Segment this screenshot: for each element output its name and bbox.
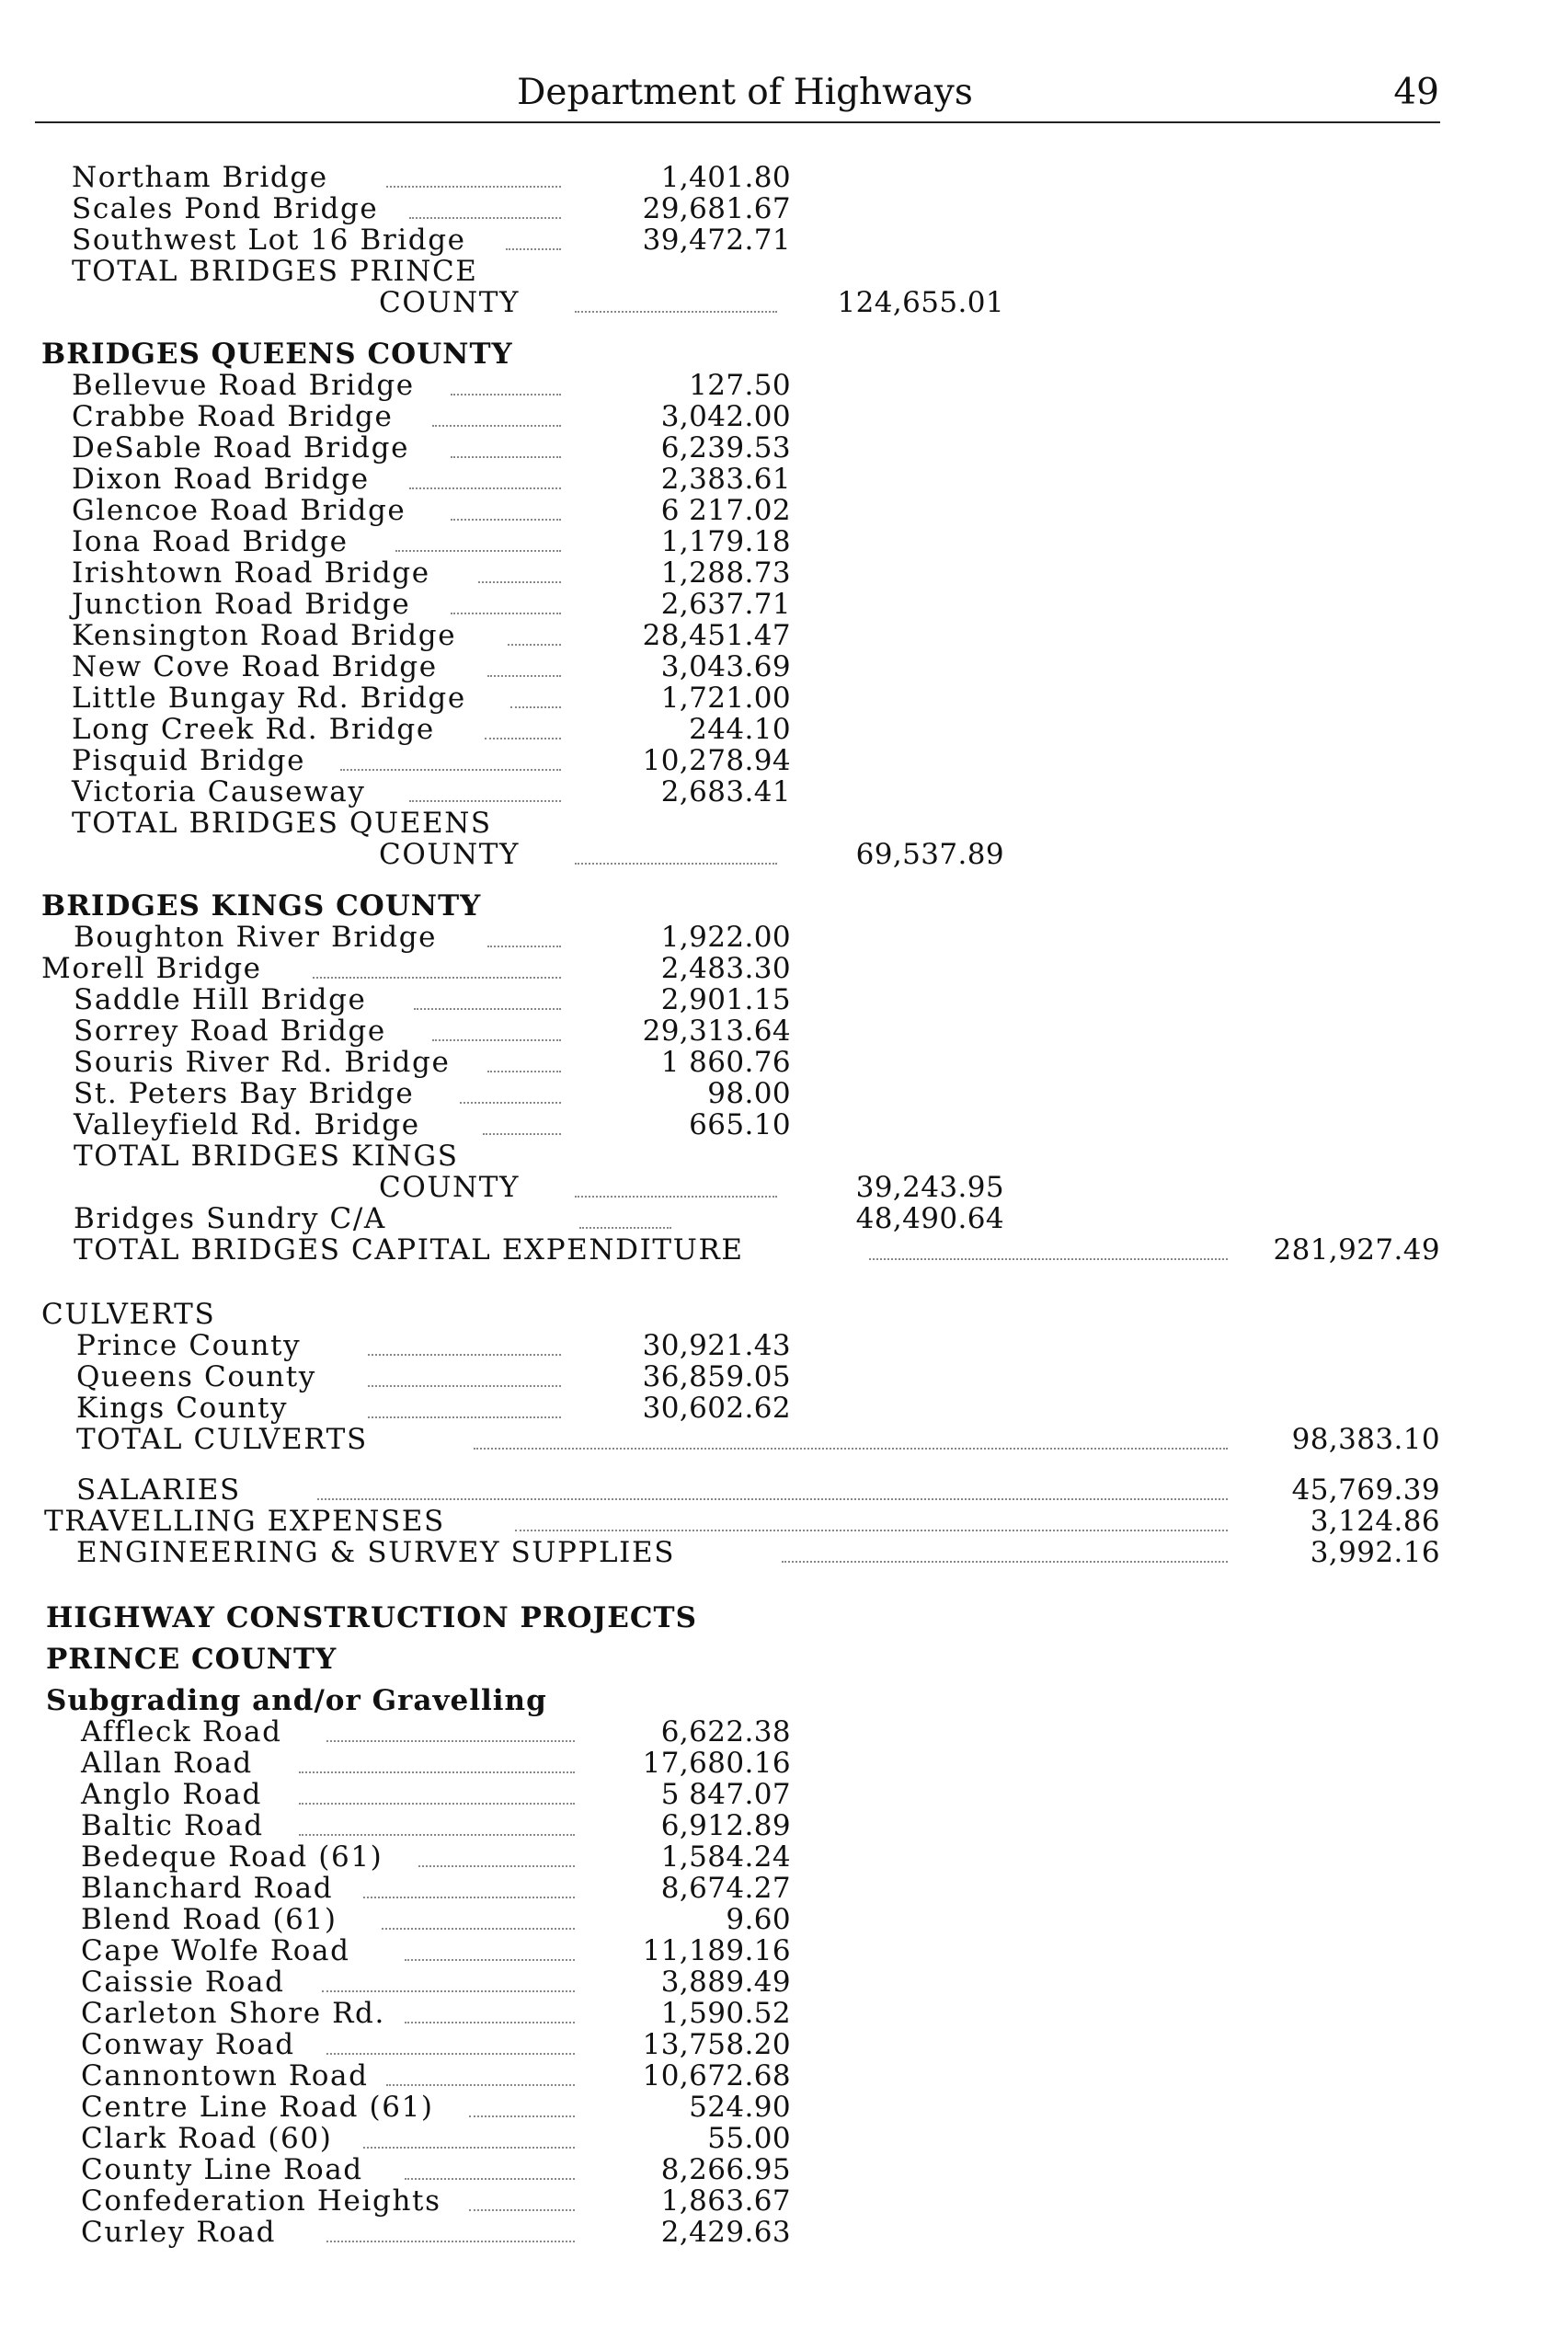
amount-item: 98.00 [707,1077,791,1110]
dot-leader [326,1740,575,1742]
amount-item: 39,472.71 [642,224,791,257]
amount-item: 2,683.41 [660,775,791,808]
ledger-row [0,432,1568,464]
dot-leader [409,487,561,489]
ledger-row [0,2123,1568,2154]
amount-item: 30,602.62 [642,1392,791,1425]
amount-item: 8,266.95 [660,2153,791,2186]
row-label: Kings County [76,1392,289,1425]
amount-item: 6,239.53 [660,431,791,464]
amount-item: 5 847.07 [660,1778,791,1811]
dot-leader [299,1834,575,1836]
dot-leader [451,613,561,614]
dot-leader [405,2022,575,2023]
amount-item: 28,451.47 [642,619,791,652]
dot-leader [395,550,561,552]
ledger-row [0,1424,1568,1455]
ledger-row [0,1474,1568,1506]
dot-leader [382,1928,575,1930]
dot-leader [414,1008,561,1010]
ledger-row [0,1506,1568,1537]
dot-leader [487,1071,561,1072]
dot-leader [575,311,777,313]
row-label: Victoria Causeway [72,775,366,808]
section-heading [0,1602,1568,1634]
dot-leader [451,519,561,521]
amount-item: 3,042.00 [660,400,791,433]
row-label: St. Peters Bay Bridge [74,1077,415,1110]
amount-item: 1,584.24 [660,1840,791,1874]
dot-leader [386,2084,575,2086]
row-label: Pisquid Bridge [72,744,306,777]
row-label: Bridges Sundry C/A [74,1202,386,1235]
amount-subtotal: 48,490.64 [855,1202,1004,1235]
section-heading [0,256,1568,287]
ledger-row [0,1078,1568,1109]
amount-item: 1,590.52 [660,1997,791,2030]
amount-item: 1,922.00 [660,921,791,954]
amount-item: 30,921.43 [642,1329,791,1362]
dot-leader [409,217,561,219]
ledger-row [0,682,1568,714]
dot-leader [340,769,561,771]
amount-item: 127.50 [689,369,791,402]
amount-item: 13,758.20 [642,2028,791,2061]
row-label: Blend Road (61) [81,1903,338,1936]
dot-leader [485,738,561,739]
ledger-row [0,193,1568,224]
ledger-row [0,2092,1568,2123]
amount-total: 3,992.16 [1310,1536,1440,1569]
amount-item: 10,672.68 [642,2059,791,2092]
dot-leader [432,1039,561,1041]
dot-leader [869,1258,1228,1260]
dot-leader [575,1196,777,1198]
ledger-row [0,1234,1568,1266]
amount-item: 3,043.69 [660,650,791,683]
row-label: ENGINEERING & SURVEY SUPPLIES [76,1536,676,1569]
row-label: BRIDGES KINGS COUNTY [41,889,482,923]
amount-item: 6,622.38 [660,1715,791,1748]
dot-leader [368,1416,561,1418]
ledger-row [0,557,1568,589]
dot-leader [313,977,561,979]
row-label: New Cove Road Bridge [72,650,438,683]
amount-item: 665.10 [689,1108,791,1141]
ledger-row [0,1015,1568,1047]
row-label: Souris River Rd. Bridge [74,1046,451,1079]
section-heading [0,1299,1568,1330]
row-label: Bellevue Road Bridge [72,369,415,402]
dot-leader [515,1530,1228,1531]
amount-item: 6 217.02 [660,494,791,527]
ledger-row [0,2185,1568,2217]
row-label: TOTAL BRIDGES CAPITAL EXPENDITURE [74,1233,744,1267]
row-label: TOTAL BRIDGES KINGS [74,1140,459,1173]
amount-total: 281,927.49 [1273,1233,1440,1267]
dot-leader [326,2053,575,2055]
row-label: Dixon Road Bridge [72,463,370,496]
amount-item: 9.60 [726,1903,791,1936]
row-label: DeSable Road Bridge [72,431,410,464]
row-label: Bedeque Road (61) [81,1840,383,1874]
row-label: TRAVELLING EXPENSES [44,1505,445,1538]
row-label: Affleck Road [81,1715,282,1748]
amount-subtotal: 69,537.89 [855,838,1004,871]
ledger-row [0,464,1568,495]
row-label: Glencoe Road Bridge [72,494,406,527]
dot-leader [299,1803,575,1805]
ledger-row [0,839,1568,870]
amount-subtotal: 39,243.95 [855,1171,1004,1204]
section-heading [0,1644,1568,1675]
row-label: COUNTY [379,286,521,319]
row-label: Conway Road [81,2028,295,2061]
dot-leader [363,2147,575,2149]
row-label: Carleton Shore Rd. [81,1997,385,2030]
dot-leader [386,186,561,188]
amount-item: 1,288.73 [660,556,791,590]
row-label: Baltic Road [81,1809,264,1842]
dot-leader [322,1990,575,1992]
ledger-row [0,401,1568,432]
row-label: TOTAL BRIDGES QUEENS [72,807,492,840]
amount-item: 17,680.16 [642,1747,791,1780]
amount-item: 8,674.27 [660,1872,791,1905]
dot-leader [326,2241,575,2242]
amount-item: 6,912.89 [660,1809,791,1842]
row-label: Centre Line Road (61) [81,2091,434,2124]
dot-leader [405,2178,575,2180]
row-label: Southwest Lot 16 Bridge [72,224,466,257]
row-label: Northam Bridge [72,161,328,194]
row-label: Caissie Road [81,1966,285,1999]
ledger-row [0,651,1568,682]
row-label: CULVERTS [41,1298,216,1331]
amount-item: 1,863.67 [660,2184,791,2218]
row-label: Curley Road [81,2216,277,2249]
dot-leader [405,1959,575,1961]
row-label: Clark Road (60) [81,2122,333,2155]
row-label: Little Bungay Rd. Bridge [72,682,466,715]
amount-total: 98,383.10 [1291,1423,1440,1456]
row-label: Scales Pond Bridge [72,192,379,225]
row-label: HIGHWAY CONSTRUCTION PROJECTS [46,1601,697,1634]
row-label: Prince County [76,1329,302,1362]
dot-leader [451,394,561,395]
amount-item: 1,179.18 [660,525,791,558]
amount-item: 11,189.16 [642,1934,791,1967]
page-number: 49 [1393,72,1439,113]
ledger-row [0,1966,1568,1998]
ledger-row [0,1537,1568,1568]
row-label: Boughton River Bridge [74,921,438,954]
ledger-row [0,1935,1568,1966]
amount-item: 2,637.71 [660,588,791,621]
row-label: County Line Road [81,2153,363,2186]
row-label: Iona Road Bridge [72,525,349,558]
amount-item: 1,401.80 [660,161,791,194]
row-label: TOTAL BRIDGES PRINCE [72,255,478,288]
ledger-row [0,776,1568,808]
row-label: TOTAL CULVERTS [76,1423,368,1456]
ledger-row [0,1716,1568,1748]
section-heading [0,1685,1568,1716]
ledger-row [0,370,1568,401]
ledger-row [0,1330,1568,1361]
amount-total: 3,124.86 [1310,1505,1440,1538]
ledger-row [0,620,1568,651]
ledger-row [0,1841,1568,1873]
amount-item: 2,483.30 [660,952,791,985]
amount-item: 524.90 [689,2091,791,2124]
dot-leader [451,456,561,458]
section-heading [0,808,1568,839]
dot-leader [474,1448,1228,1450]
dot-leader [368,1385,561,1387]
ledger-row [0,2154,1568,2185]
row-label: Irishtown Road Bridge [72,556,430,590]
ledger-row [0,2060,1568,2092]
ledger-row [0,1904,1568,1935]
amount-item: 29,313.64 [642,1015,791,1048]
ledger-row [0,1998,1568,2029]
ledger-row [0,714,1568,745]
row-label: Crabbe Road Bridge [72,400,394,433]
amount-total: 45,769.39 [1291,1473,1440,1507]
ledger-row [0,1810,1568,1841]
row-label: Blanchard Road [81,1872,334,1905]
dot-leader [363,1897,575,1898]
ledger-row [0,495,1568,526]
row-label: Sorrey Road Bridge [74,1015,386,1048]
ledger-row [0,224,1568,256]
ledger-row [0,1172,1568,1203]
amount-item: 1,721.00 [660,682,791,715]
row-label: Allan Road [81,1747,253,1780]
ledger-row [0,589,1568,620]
amount-item: 1 860.76 [660,1046,791,1079]
ledger-row [0,984,1568,1015]
amount-item: 2,429.63 [660,2216,791,2249]
dot-leader [368,1354,561,1356]
ledger-row [0,1779,1568,1810]
amount-item: 244.10 [689,713,791,746]
ledger-row [0,162,1568,193]
ledger-row [0,922,1568,953]
dot-leader [483,1133,561,1135]
section-heading [0,1141,1568,1172]
ledger-row [0,1873,1568,1904]
amount-subtotal: 124,655.01 [837,286,1004,319]
section-heading [0,890,1568,922]
amount-item: 55.00 [707,2122,791,2155]
dot-leader [487,946,561,947]
ledger-row [0,1361,1568,1393]
amount-item: 2,383.61 [660,463,791,496]
dot-leader [487,675,561,677]
row-label: Valleyfield Rd. Bridge [74,1108,420,1141]
row-label: BRIDGES QUEENS COUNTY [41,338,513,371]
ledger-row [0,745,1568,776]
dot-leader [579,1227,671,1229]
page-header-title: Department of Highways [517,72,973,113]
section-heading [0,338,1568,370]
dot-leader [478,581,561,583]
row-label: Kensington Road Bridge [72,619,457,652]
amount-item: 36,859.05 [642,1360,791,1393]
amount-item: 29,681.67 [642,192,791,225]
row-label: Cannontown Road [81,2059,369,2092]
ledger-row [0,526,1568,557]
row-label: Cape Wolfe Road [81,1934,350,1967]
amount-item: 10,278.94 [642,744,791,777]
row-label: Long Creek Rd. Bridge [72,713,435,746]
row-label: Subgrading and/or Gravelling [46,1684,547,1717]
row-label: Confederation Heights [81,2184,441,2218]
ledger-row [0,2029,1568,2060]
row-label: COUNTY [379,1171,521,1204]
ledger-row [0,1047,1568,1078]
ledger-row [0,2217,1568,2248]
dot-leader [782,1561,1228,1563]
ledger-row [0,1748,1568,1779]
row-label: SALARIES [76,1473,241,1507]
dot-leader [409,800,561,802]
row-label: Anglo Road [81,1778,262,1811]
row-label: Junction Road Bridge [72,588,411,621]
row-label: Morell Bridge [41,952,262,985]
row-label: COUNTY [379,838,521,871]
amount-item: 3,889.49 [660,1966,791,1999]
dot-leader [460,1102,561,1104]
ledger-row [0,287,1568,318]
amount-item: 2,901.15 [660,983,791,1016]
dot-leader [299,1771,575,1773]
row-label: PRINCE COUNTY [46,1643,338,1676]
dot-leader [575,863,777,865]
ledger-row [0,953,1568,984]
dot-leader [432,425,561,427]
ledger-row [0,1393,1568,1424]
dot-leader [317,1498,1228,1500]
ledger-row [0,1109,1568,1141]
ledger-row [0,1203,1568,1234]
row-label: Saddle Hill Bridge [74,983,367,1016]
row-label: Queens County [76,1360,316,1393]
